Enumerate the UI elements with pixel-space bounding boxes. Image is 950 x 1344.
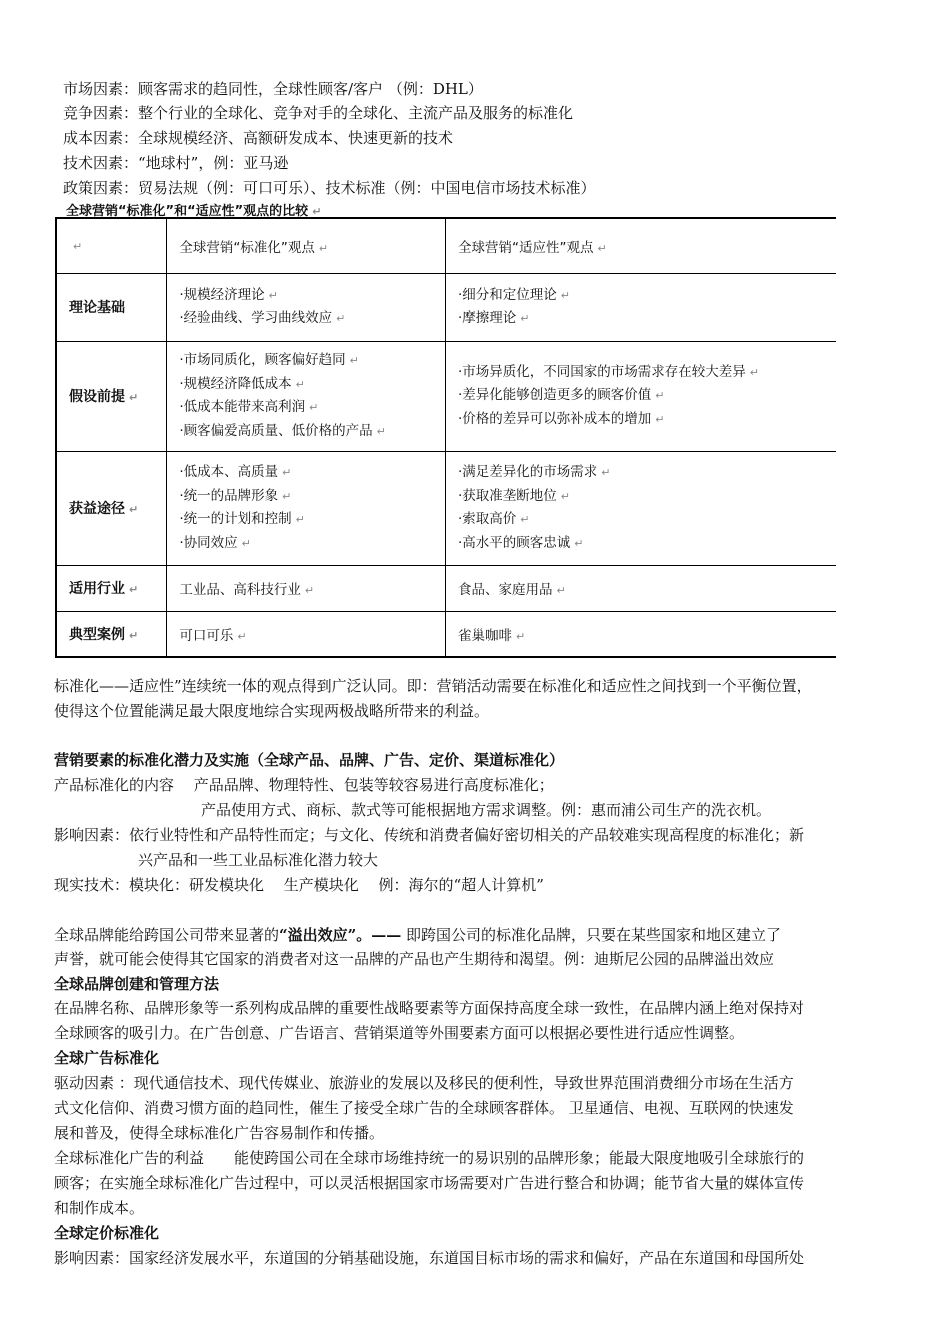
- intro-line-technology: 技术因素：“地球村”，例：亚马逊: [63, 154, 289, 172]
- ads-line5: 顾客；在实施全球标准化广告过程中，可以灵活根据国家市场需要对广告进行整合和协调；能节省大量的媒体宣传: [54, 1174, 805, 1192]
- ads-line2: 式文化信仰、消费习惯方面的趋同性，催生了接受全球广告的全球顾客群体。 卫星通信、电视、互联网的快速发: [54, 1099, 794, 1117]
- ads-line1: 驱动因素 ：现代通信技术、现代传媒业、旅游业的发展以及移民的便利性，导致世界范围消费细分市场在生活方: [54, 1074, 794, 1092]
- spillover-line2: 声誉，就可能会使得其它国家的消费者对这一品牌的产品也产生期待和渴望。例：迪斯尼公园的品牌溢出效应: [54, 950, 775, 968]
- section-heading-pricing: 全球定价标准化: [54, 1224, 160, 1242]
- brand-line2: 全球顾客的吸引力。在广告创意、广告语言、营销渠道等外围要素方面可以根据必要性进行适应性调整。: [54, 1024, 745, 1042]
- table-row-assumptions: [56, 341, 836, 451]
- header-adaptation: 全球营销“适应性”观点 ↵: [446, 218, 837, 273]
- table-row-cases: [56, 611, 836, 657]
- section-heading-ads: 全球广告标准化: [54, 1049, 160, 1067]
- row-label-assumptions: 假设前提 ↵: [56, 341, 167, 451]
- intro-line-competition: 竞争因素：整个行业的全球化、竞争对手的全球化、主流产品及服务的标准化: [63, 104, 574, 122]
- table-row-industries: [56, 565, 836, 611]
- cell-assumptions-standard: ·市场同质化，顾客偏好趋同 ↵ ·规模经济降低成本 ↵ ·低成本能带来高利润 ↵ ·顾客偏爱高质量、低价格的产品 ↵: [167, 341, 446, 451]
- cell-theory-standard: ·规模经济理论 ↵ ·经验曲线、学习曲线效应 ↵: [167, 273, 446, 341]
- cell-industries-standard: 工业品、高科技行业 ↵: [167, 565, 446, 611]
- influence-factors-line2: 兴产品和一些工业品标准化潜力较大: [138, 851, 379, 869]
- intro-line-policy: 政策因素：贸易法规（例：可口可乐）、技术标准（例：中国电信市场技术标准）: [63, 179, 596, 197]
- comparison-table: [55, 217, 836, 658]
- realization-techniques-line: 现实技术：模块化：研发模块化 生产模块化 例：海尔的“超人计算机”: [54, 876, 544, 894]
- influence-factors-line1: 影响因素：依行业特性和产品特性而定；与文化、传统和消费者偏好密切相关的产品较难实现高程度的标准化；新: [54, 826, 805, 844]
- continuum-paragraph-line1: 标准化——适应性”连续统一体的观点得到广泛认同。即：营销活动需要在标准化和适应性之间找到一个平衡位置，: [54, 677, 812, 695]
- row-label-benefits: 获益途径 ↵: [56, 451, 167, 565]
- spillover-term: “溢出效应”。——: [279, 926, 402, 944]
- row-label-industries: 适用行业 ↵: [56, 565, 167, 611]
- product-adaptation-line: 产品使用方式、商标、款式等可能根据地方需求调整。例：惠而浦公司生产的洗衣机。: [201, 801, 772, 819]
- ads-line6: 和制作成本。: [54, 1199, 145, 1217]
- spillover-post: 即跨国公司的标准化品牌，只要在某些国家和地区建立了: [401, 926, 782, 944]
- cell-benefits-adaptive: ·满足差异化的市场需求 ↵ ·获取准垄断地位 ↵ ·索取高价 ↵ ·高水平的顾客忠诚 ↵: [446, 451, 837, 565]
- brand-line1: 在品牌名称、品牌形象等一系列构成品牌的重要性战略要素等方面保持高度全球一致性，在品牌内涵上绝对保持对: [54, 999, 805, 1017]
- intro-line-cost: 成本因素：全球规模经济、高额研发成本、快速更新的技术: [63, 129, 454, 147]
- table-title: 全球营销“标准化”和“适应性”观点的比较 ↵: [66, 204, 322, 219]
- intro-line-market: 市场因素：顾客需求的趋同性，全球性顾客/客户 （例：DHL）: [63, 80, 483, 98]
- product-standardization-line: 产品标准化的内容 产品品牌、物理特性、包装等较容易进行高度标准化；: [54, 776, 554, 794]
- ads-line3: 展和普及，使得全球标准化广告容易制作和传播。: [54, 1124, 385, 1142]
- section-heading-brand: 全球品牌创建和管理方法: [54, 975, 220, 993]
- row-label-theory: 理论基础: [56, 273, 167, 341]
- cell-benefits-standard: ·低成本、高质量 ↵ ·统一的品牌形象 ↵ ·统一的计划和控制 ↵ ·协同效应 ↵: [167, 451, 446, 565]
- table-header-row: [56, 218, 836, 273]
- cell-industries-adaptive: 食品、家庭用品 ↵: [446, 565, 837, 611]
- cell-theory-adaptive: ·细分和定位理论 ↵ ·摩擦理论 ↵: [446, 273, 837, 341]
- section-heading-elements: 营销要素的标准化潜力及实施（全球产品、品牌、广告、定价、渠道标准化）: [54, 751, 565, 769]
- continuum-paragraph-line2: 使得这个位置能满足最大限度地综合实现两极战略所带来的利益。: [54, 702, 490, 720]
- table-row-theory: [56, 273, 836, 341]
- header-empty-cell: ↵: [56, 218, 167, 273]
- spillover-line1: [54, 923, 781, 948]
- ads-line4: 全球标准化广告的利益 能使跨国公司在全球市场维持统一的易识别的品牌形象；能最大限度地吸引全球旅行的: [54, 1149, 805, 1167]
- spillover-pre: 全球品牌能给跨国公司带来显著的: [54, 926, 280, 944]
- pricing-line1: 影响因素：国家经济发展水平，东道国的分销基础设施，东道国目标市场的需求和偏好，产品在东道国和母国所处: [54, 1249, 805, 1267]
- row-label-cases: 典型案例 ↵: [56, 611, 167, 657]
- cell-assumptions-adaptive: ·市场异质化，不同国家的市场需求存在较大差异 ↵ ·差异化能够创造更多的顾客价值 ↵ ·价格的差异可以弥补成本的增加 ↵: [446, 341, 837, 451]
- table-row-benefits: [56, 451, 836, 565]
- cell-cases-standard: 可口可乐 ↵: [167, 611, 446, 657]
- cell-cases-adaptive: 雀巢咖啡 ↵: [446, 611, 837, 657]
- header-standardization: 全球营销“标准化”观点 ↵: [167, 218, 446, 273]
